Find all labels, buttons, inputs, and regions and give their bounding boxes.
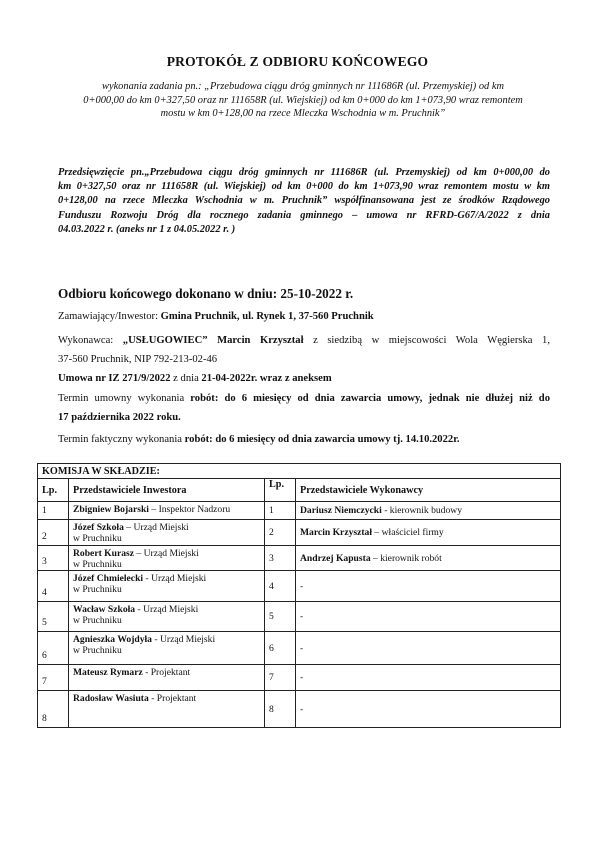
investor-representative: [69, 571, 265, 602]
contract-deadline-line-2: 17 października 2022 roku.: [58, 412, 181, 423]
commission-header-row: [38, 464, 561, 479]
investor-rep-name: Robert Kurasz: [73, 548, 135, 559]
investor-representative: [69, 665, 265, 691]
table-row: [38, 691, 561, 728]
row-lp2: 1: [265, 502, 296, 520]
commission-header: KOMISJA W SKŁADZIE:: [38, 464, 561, 479]
row-lp: 1: [38, 502, 69, 520]
contractor-rep-role: -: [300, 672, 304, 683]
contractor-rep-role: – kierownik robót: [370, 552, 442, 564]
task-description-line: mostu w km 0+128,00 na rzece Mleczka Wschodnia w m. Pruchnik”: [160, 108, 446, 120]
investor-representative: [69, 632, 265, 665]
contractor-representative: [296, 546, 561, 571]
contractor-representative: [296, 665, 561, 691]
contractor-rep-name: Andrzej Kapusta: [300, 552, 371, 564]
contractor-rep-role: -: [300, 580, 304, 592]
investor-rep-role: - Projektant: [148, 693, 197, 704]
contractor-label: Wykonawca:: [58, 335, 123, 346]
task-description: [58, 80, 548, 121]
row-lp: 3: [38, 546, 69, 571]
actual-deadline-label: Termin faktyczny wykonania: [58, 434, 185, 445]
table-row: [38, 602, 561, 632]
investor-representative: [69, 691, 265, 728]
investor-representative: [69, 502, 265, 520]
contractor-representative: [296, 571, 561, 602]
contractor-rep-name: Dariusz Niemczycki: [300, 505, 382, 516]
row-lp2: 3: [265, 546, 296, 571]
project-line: 0+128,00 na rzece Mleczka Wschodnia w m. Pruchnik” współfinansowana jest ze środków Rządowego: [58, 195, 550, 207]
investor-line: [58, 310, 550, 324]
contractor-address: z siedzibą w miejscowości Wola Węgierska 1,: [303, 335, 550, 346]
investor-rep-name: Józef Szkoła: [73, 522, 124, 533]
contract-deadline-line: [58, 392, 550, 406]
contractor-rep-name: Marcin Krzyształ: [300, 527, 373, 538]
table-row: [38, 571, 561, 602]
contractor-name: „USŁUGOWIEC” Marcin Krzyształ: [122, 335, 304, 346]
row-lp2: 5: [265, 602, 296, 632]
investor-rep-role: - Urząd Miejski: [143, 573, 207, 584]
row-lp: 2: [38, 520, 69, 546]
table-row: [38, 520, 561, 546]
investor-label: Zamawiający/Inwestor:: [58, 311, 161, 322]
row-lp: 6: [38, 632, 69, 665]
row-lp: 8: [38, 691, 69, 728]
contract-number: Umowa nr IZ 271/9/2022: [58, 373, 171, 384]
investor-rep-name: Agnieszka Wojdyła: [73, 634, 152, 645]
contractor-rep-role: - kierownik budowy: [381, 505, 462, 516]
investor-rep-role: – Urząd Miejski: [134, 548, 199, 559]
contractor-rep-role: -: [300, 611, 304, 622]
commission-rows: [38, 502, 561, 728]
row-lp2: 6: [265, 632, 296, 665]
project-line: Funduszu Rozwoju Dróg dla rocznego zadania gminnego – umowa nr RFRD-G67/A/2022 z dnia: [58, 209, 550, 221]
investor-rep-role: - Projektant: [142, 667, 191, 678]
investor-representative: [69, 520, 265, 546]
row-lp2: 2: [265, 520, 296, 546]
task-description-line: 0+000,00 do km 0+327,50 oraz nr 111658R (ul. Wiejskiej) od km 0+000 do km 1+073,90 wraz remontem: [83, 94, 523, 106]
investor-rep-office: w Pruchniku: [73, 645, 122, 656]
contractor-rep-role: -: [300, 703, 304, 715]
project-line: 04.03.2022 r. (aneks nr 1 z 04.05.2022 r. ): [58, 223, 236, 235]
column-investor: Przedstawiciele Inwestora: [69, 479, 265, 502]
investor-representative: [69, 546, 265, 571]
column-lp: Lp.: [38, 479, 69, 502]
contract-date: 21-04-2022r. wraz z aneksem: [201, 373, 332, 384]
investor-rep-office: w Pruchniku: [73, 615, 122, 626]
contractor-representative: [296, 520, 561, 546]
investor-rep-role: - Urząd Miejski: [151, 634, 216, 645]
row-lp: 5: [38, 602, 69, 632]
table-row: [38, 665, 561, 691]
column-lp2: Lp.: [265, 479, 296, 502]
investor-rep-office: w Pruchniku: [73, 584, 122, 595]
commission-table: [37, 463, 561, 728]
project-funding-paragraph: [58, 166, 550, 237]
project-line: km 0+327,50 oraz nr 111658R (ul. Wiejskiej) od km 0+000 do km 1+073,90 wraz remontem mostu w km: [58, 181, 550, 193]
investor-rep-role: – Inspektor Nadzoru: [148, 504, 231, 515]
document-title: PROTOKÓŁ Z ODBIORU KOŃCOWEGO: [166, 54, 429, 69]
table-row: [38, 502, 561, 520]
contractor-line-2: 37-560 Pruchnik, NIP 792-213-02-46: [58, 354, 218, 365]
row-lp2: 4: [265, 571, 296, 602]
contractor-line: [58, 334, 550, 348]
investor-rep-office: w Pruchniku: [73, 559, 122, 570]
contract-deadline-value: robót: do 6 miesięcy od dnia zawarcia umowy, jednak nie dłużej niż do: [190, 393, 550, 404]
investor-rep-name: Wacław Szkoła: [73, 604, 136, 615]
contractor-block: [58, 334, 550, 367]
project-line: Przedsięwzięcie pn.„Przebudowa ciągu dróg gminnych nr 111686R (ul. Przemyskiej) od km 0+000,00 do: [58, 167, 550, 178]
actual-deadline-value: robót: do 6 miesięcy od dnia zawarcia umowy tj. 14.10.2022r.: [184, 434, 460, 445]
contractor-representative: [296, 502, 561, 520]
investor-representative: [69, 602, 265, 632]
investor-rep-name: Mateusz Rymarz: [73, 667, 143, 678]
column-contractor: Przedstawiciele Wykonawcy: [296, 479, 561, 502]
investor-value: Gmina Pruchnik, ul. Rynek 1, 37-560 Pruchnik: [160, 311, 374, 322]
investor-rep-name: Józef Chmielecki: [73, 573, 144, 584]
investor-rep-role: – Urząd Miejski: [123, 522, 189, 533]
row-lp2: 7: [265, 665, 296, 691]
row-lp: 7: [38, 665, 69, 691]
actual-deadline: [58, 433, 550, 447]
investor-rep-office: w Pruchniku: [73, 533, 122, 544]
contractor-representative: [296, 632, 561, 665]
investor-rep-name: Zbigniew Bojarski: [73, 504, 149, 515]
task-description-line: wykonania zadania pn.: „Przebudowa ciągu dróg gminnych nr 111686R (ul. Przemyskiej) od km: [102, 81, 504, 92]
contract-date-label: z dnia: [170, 373, 202, 384]
acceptance-date-heading: Odbioru końcowego dokonano w dniu: 25-10-2022 r.: [58, 286, 354, 301]
contractor-rep-role: – właściciel firmy: [372, 527, 444, 538]
contractor-representative: [296, 691, 561, 728]
table-row: [38, 546, 561, 571]
investor-rep-name: Radosław Wasiuta: [73, 693, 149, 704]
contractor-rep-role: -: [300, 642, 304, 654]
contract-deadline: [58, 392, 550, 425]
row-lp2: 8: [265, 691, 296, 728]
contract-deadline-label: Termin umowny wykonania: [58, 393, 191, 404]
row-lp: 4: [38, 571, 69, 602]
table-row: [38, 632, 561, 665]
contractor-representative: [296, 602, 561, 632]
investor-rep-role: - Urząd Miejski: [135, 604, 199, 615]
column-header-row: [38, 479, 561, 502]
contract-line: [58, 372, 550, 386]
